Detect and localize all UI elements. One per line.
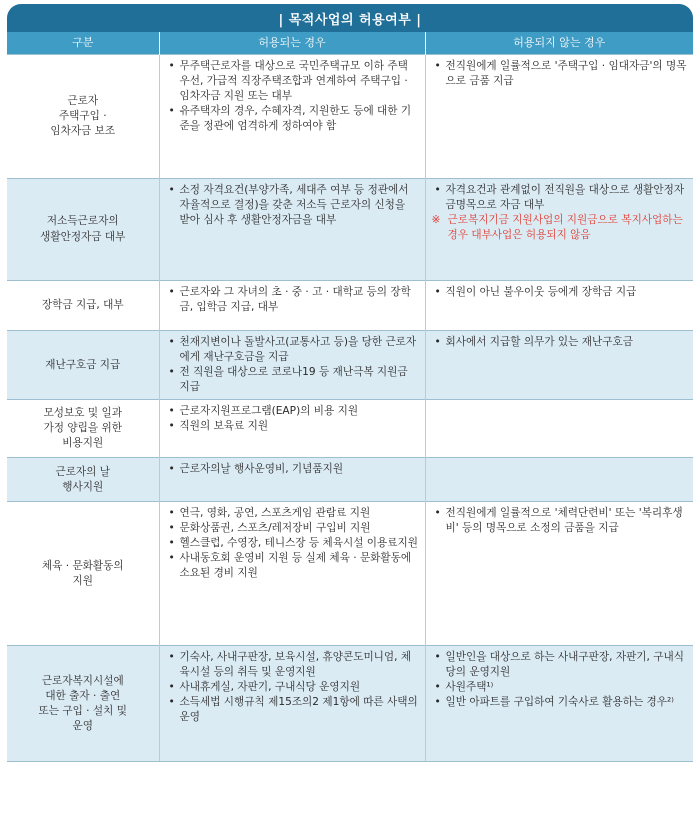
list-item: • 전 직원을 대상으로 코로나19 등 재난극복 지원금 지급 [168, 365, 419, 395]
table-body [7, 55, 693, 762]
list-item: • 근로자지원프로그램(EAP)의 비용 지원 [168, 404, 419, 419]
policy-table-container [7, 4, 693, 762]
list-item: • 기숙사, 사내구판장, 보육시설, 휴양콘도미니엄, 체육시설 등의 취득 및 운영지원 [168, 650, 419, 680]
table-row [7, 55, 693, 179]
list-item: • 천재지변이나 돌발사고(교통사고 등)을 당한 근로자에게 재난구호금을 지급 [168, 335, 419, 365]
list-item: • 회사에서 지급할 의무가 있는 재난구호금 [434, 335, 688, 350]
list-item: • 전직원에게 일률적으로 '주택구입 · 임대자금'의 명목으로 금품 지급 [434, 59, 688, 89]
header-not-allowed: 허용되지 않는 경우 [425, 32, 693, 55]
allowed-cell-list [168, 462, 419, 477]
table-row [7, 458, 693, 502]
not-allowed-cell [425, 179, 693, 281]
allowed-cell [159, 646, 425, 762]
list-item: • 자격요건과 관계없이 전직원을 대상으로 생활안정자금명목으로 자금 대부 [434, 183, 688, 213]
not-allowed-cell-list [434, 650, 688, 710]
list-item: • 소정 자격요건(부양가족, 세대주 여부 등 정관에서 자율적으로 결정)을 갖춘 저소득 근로자의 신청을 받아 심사 후 생활안정자금을 대부 [168, 183, 419, 228]
allowed-cell-list [168, 404, 419, 434]
list-item: • 전직원에게 일률적으로 '체력단련비' 또는 '복리후생비' 등의 명목으로 소정의 금품을 지급 [434, 506, 688, 536]
allowed-cell-list [168, 285, 419, 315]
category-line: 모성보호 및 일과 [43, 407, 122, 420]
row-category [7, 400, 159, 458]
category-line: 저소득근로자의 [46, 215, 119, 228]
row-category [7, 646, 159, 762]
category-line: 또는 구입 · 설치 및 [38, 704, 127, 717]
category-line: 대한 출자 · 출연 [45, 689, 121, 702]
table-row [7, 400, 693, 458]
not-allowed-cell [425, 400, 693, 458]
table-row [7, 502, 693, 646]
category-line: 근로자의 날 [55, 465, 111, 478]
list-item: • 일반인을 대상으로 하는 사내구판장, 자판기, 구내식당의 운영지원 [434, 650, 688, 680]
list-item: • 근로자와 그 자녀의 초 · 중 · 고 · 대학교 등의 장학금, 입학금 지급, 대부 [168, 285, 419, 315]
header-allowed: 허용되는 경우 [159, 32, 425, 55]
list-item: • 사내동호회 운영비 지원 등 실제 체육 · 문화활동에 소요된 경비 지원 [168, 551, 419, 581]
allowed-cell [159, 281, 425, 331]
not-allowed-cell-list [434, 59, 688, 89]
category-line: 근로자 [67, 94, 99, 107]
category-line: 가정 양립을 위한 [43, 422, 122, 435]
category-line: 행사지원 [62, 480, 104, 493]
row-category [7, 55, 159, 179]
list-item: • 연극, 영화, 공연, 스포츠게임 관람료 지원 [168, 506, 419, 521]
not-allowed-cell-list [434, 183, 688, 243]
category-line: 재난구호금 지급 [45, 358, 121, 371]
category-line: 근로자복지시설에 [41, 674, 124, 687]
list-item: • 사내휴게실, 자판기, 구내식당 운영지원 [168, 680, 419, 695]
allowed-cell [159, 179, 425, 281]
not-allowed-cell [425, 55, 693, 179]
allowed-cell [159, 400, 425, 458]
list-item: • 직원이 아닌 불우이웃 등에게 장학금 지급 [434, 285, 688, 300]
not-allowed-cell-list [434, 285, 688, 300]
allowed-cell [159, 502, 425, 646]
list-item: • 유주택자의 경우, 수혜자격, 지원한도 등에 대한 기준을 정관에 엄격하게 정하여야 함 [168, 104, 419, 134]
policy-table [7, 32, 693, 762]
list-item: • 근로자의날 행사운영비, 기념품지원 [168, 462, 419, 477]
header-category: 구분 [7, 32, 159, 55]
list-item: • 문화상품권, 스포츠/레저장비 구입비 지원 [168, 521, 419, 536]
category-line: 운영 [72, 719, 93, 732]
category-line: 체육 · 문화활동의 [41, 559, 124, 572]
not-allowed-cell [425, 331, 693, 400]
not-allowed-cell [425, 458, 693, 502]
allowed-cell-list [168, 183, 419, 228]
header-row [7, 32, 693, 55]
list-item: • 사원주택¹⁾ [434, 680, 688, 695]
not-allowed-cell [425, 502, 693, 646]
category-line: 생활안정자금 대부 [40, 230, 126, 243]
not-allowed-cell [425, 281, 693, 331]
list-item: • 헬스클럽, 수영장, 테니스장 등 체육시설 이용료지원 [168, 536, 419, 551]
list-item: • 무주택근로자를 대상으로 국민주택규모 이하 주택 우선, 가급적 직장주택조합과 연계하여 주택구입 · 임차자금 지원 또는 대부 [168, 59, 419, 104]
list-item: • 소득세법 시행규칙 제15조의2 제1항에 따른 사택의 운영 [168, 695, 419, 725]
table-row [7, 331, 693, 400]
table-title: | 목적사업의 허용여부 | [7, 4, 693, 32]
row-category [7, 331, 159, 400]
table-row [7, 179, 693, 281]
category-line: 임차자금 보조 [50, 125, 116, 138]
allowed-cell-list [168, 650, 419, 725]
category-line: 지원 [72, 574, 93, 587]
row-category [7, 179, 159, 281]
not-allowed-cell-list [434, 335, 688, 350]
row-category [7, 281, 159, 331]
allowed-cell [159, 55, 425, 179]
allowed-cell [159, 458, 425, 502]
category-line: 장학금 지급, 대부 [41, 298, 124, 311]
table-row [7, 646, 693, 762]
allowed-cell-list [168, 59, 419, 134]
note-item: ※ 근로복지기금 지원사업의 지원금으로 복지사업하는 경우 대부사업은 허용되지 않음 [434, 213, 688, 243]
not-allowed-cell-list [434, 506, 688, 536]
list-item: • 직원의 보육료 지원 [168, 419, 419, 434]
table-row [7, 281, 693, 331]
category-line: 비용지원 [62, 437, 104, 450]
allowed-cell-list [168, 335, 419, 395]
not-allowed-cell [425, 646, 693, 762]
list-item: • 일반 아파트를 구입하여 기숙사로 활용하는 경우²⁾ [434, 695, 688, 710]
allowed-cell-list [168, 506, 419, 581]
allowed-cell [159, 331, 425, 400]
row-category [7, 502, 159, 646]
category-line: 주택구입 · [58, 109, 107, 122]
row-category [7, 458, 159, 502]
